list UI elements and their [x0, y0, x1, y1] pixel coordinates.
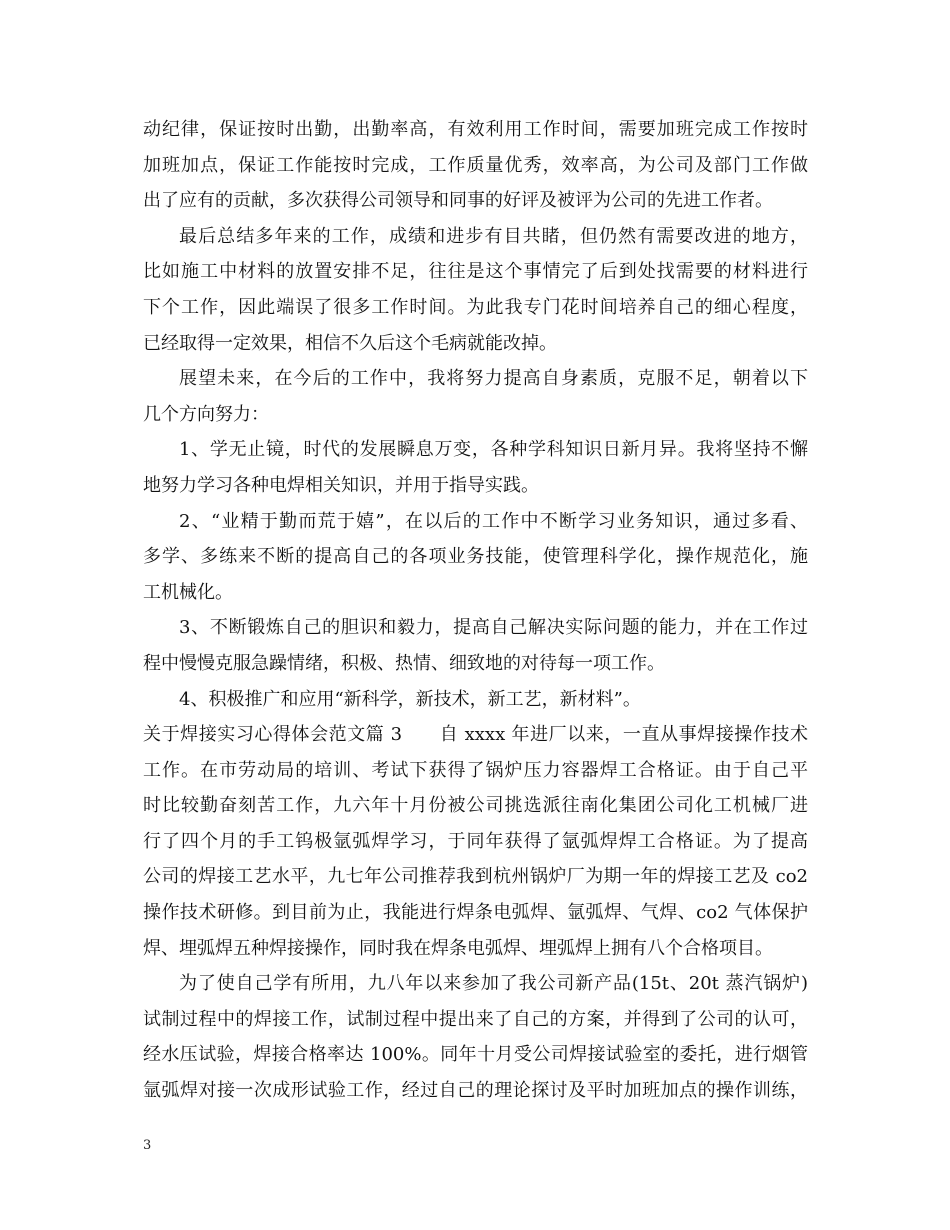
- text-line: 比如施工中材料的放置安排不足，往往是这个事情完了后到处找需要的材料进行: [143, 261, 808, 283]
- page-number: 3: [143, 1138, 152, 1153]
- text-line: 行了四个月的手工钨极氩弧焊学习，于同年获得了氩弧焊焊工合格证。为了提高: [143, 830, 808, 852]
- document-body: [143, 112, 808, 1109]
- text-line: 已经取得一定效果，相信不久后这个毛病就能改掉。: [143, 332, 557, 354]
- text-line: 下个工作，因此端误了很多工作时间。为此我专门花时间培养自己的细心程度，: [143, 296, 808, 318]
- text-line: 工作。在市劳动局的培训、考试下获得了锅炉压力容器焊工合格证。由于自己平: [143, 759, 808, 781]
- text-line: 时比较勤奋刻苦工作，九六年十月份被公司挑选派往南化集团公司化工机械厂进: [143, 795, 808, 817]
- text-line: 出了应有的贡献，多次获得公司领导和同事的好评及被评为公司的先进工作者。: [143, 190, 773, 212]
- text-line: 操作技术研修。到目前为止，我能进行焊条电弧焊、氩弧焊、气焊、co2 气体保护: [143, 902, 808, 924]
- text-line: 动纪律，保证按时出勤，出勤率高，有效利用工作时间，需要加班完成工作按时: [143, 119, 808, 140]
- text-line: 多学、多练来不断的提高自己的各项业务技能，使管理科学化，操作规范化，施: [143, 546, 808, 568]
- text-line: 程中慢慢克服急躁情绪，积极、热情、细致地的对待每一项工作。: [143, 652, 665, 674]
- text-line: 4、积极推广和应用“新科学，新技术，新工艺，新材料”。: [179, 688, 641, 710]
- text-line: 加班加点，保证工作能按时完成，工作质量优秀，效率高，为公司及部门工作做: [143, 154, 808, 176]
- text-line: 关于焊接实习心得体会范文篇 3 自 xxxx 年进厂以来，一直从事焊接操作技术: [143, 724, 808, 746]
- text-line: 3、不断锻炼自己的胆识和毅力，提高自己解决实际问题的能力，并在工作过: [179, 617, 808, 639]
- text-line: 为了使自己学有所用，九八年以来参加了我公司新产品(15t、20t 蒸汽锅炉): [179, 973, 808, 995]
- text-line: 工机械化。: [143, 581, 233, 603]
- text-line: 焊、埋弧焊五种焊接操作，同时我在焊条电弧焊、埋弧焊上拥有八个合格项目。: [143, 937, 773, 959]
- text-line: 几个方向努力：: [143, 403, 269, 425]
- text-line: 公司的焊接工艺水平，九七年公司推荐我到杭州锅炉厂为期一年的焊接工艺及 co2: [143, 866, 808, 888]
- text-line: 氩弧焊对接一次成形试验工作，经过自己的理论探讨及平时加班加点的操作训练，: [143, 1080, 808, 1102]
- text-line: 地努力学习各种电焊相关知识，并用于指导实践。: [143, 474, 539, 496]
- text-line: 经水压试验，焊接合格率达 100%。同年十月受公司焊接试验室的委托，进行烟管: [143, 1044, 808, 1066]
- text-line: 最后总结多年来的工作，成绩和进步有目共睹，但仍然有需要改进的地方，: [179, 225, 808, 247]
- text-line: 2、“业精于勤而荒于嬉”，在以后的工作中不断学习业务知识，通过多看、: [179, 510, 808, 532]
- text-line: 展望未来，在今后的工作中，我将努力提高自身素质，克服不足，朝着以下: [179, 368, 808, 390]
- text-line: 1、学无止镜，时代的发展瞬息万变，各种学科知识日新月异。我将坚持不懈: [179, 439, 808, 461]
- text-line: 试制过程中的焊接工作，试制过程中提出来了自己的方案，并得到了公司的认可，: [143, 1008, 808, 1030]
